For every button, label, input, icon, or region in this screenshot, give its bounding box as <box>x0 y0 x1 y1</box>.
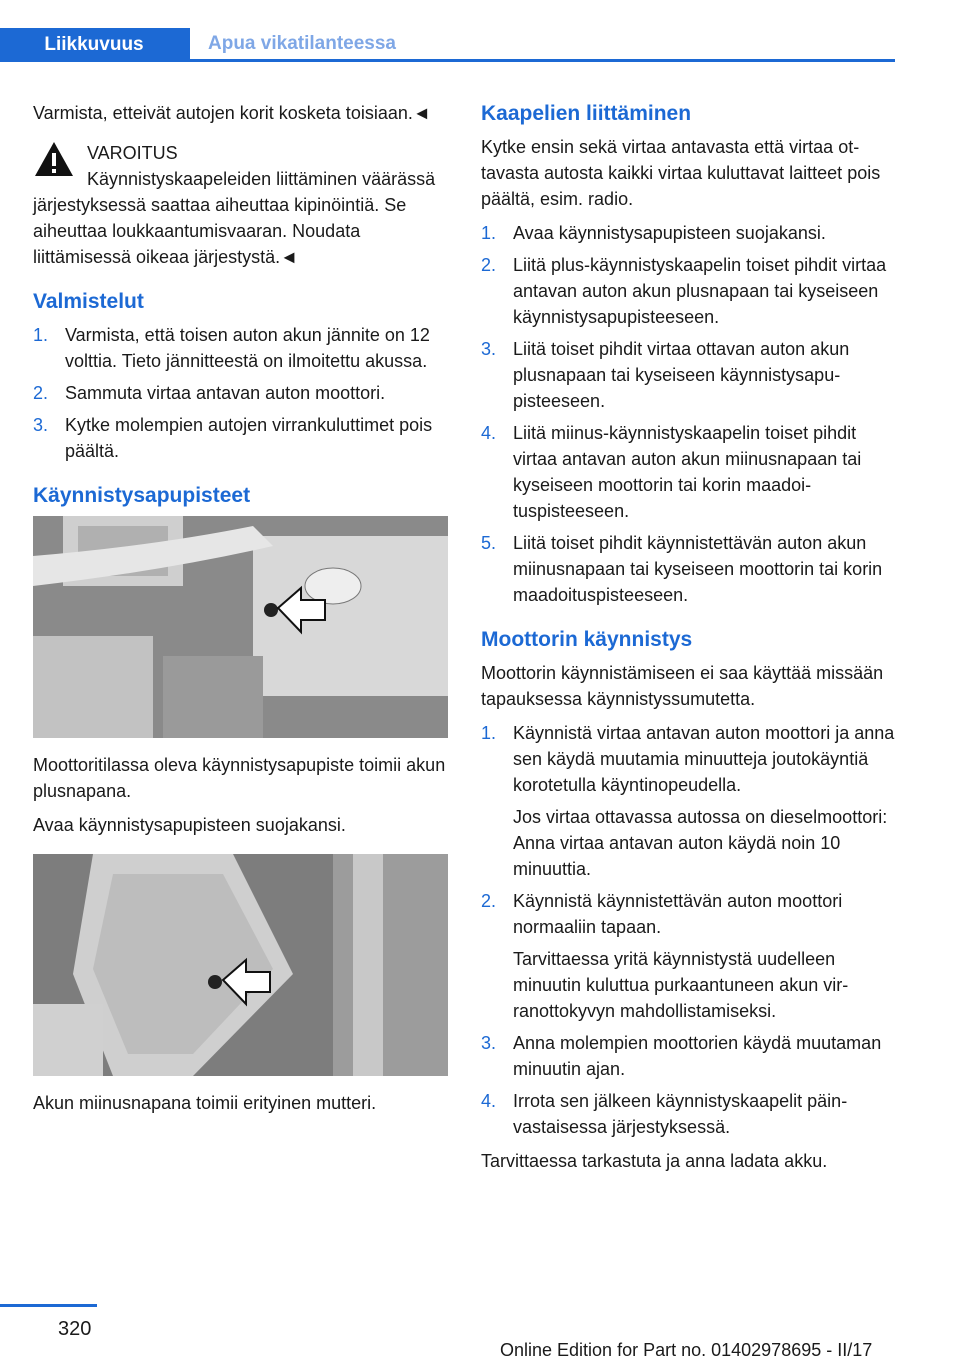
heading-valmistelut: Valmistelut <box>33 290 144 313</box>
list-item <box>33 380 448 406</box>
kaynnistys-list <box>481 720 896 1140</box>
engine-photo-illustration <box>33 854 448 1076</box>
list-number: 1. <box>33 325 49 345</box>
list-number: 4. <box>481 1091 497 1111</box>
warning-title: VAROITUS <box>87 143 178 163</box>
valmistelut-list <box>33 322 448 464</box>
chapter-header <box>0 28 895 62</box>
list-text: Sammuta virtaa antavan auton moottori. <box>65 383 386 403</box>
engine-bay-photo-minus-terminal <box>33 854 448 1076</box>
liittaminen-intro: Kytke ensin sekä virtaa antavasta että virtaa ottavasta autosta kaikki virtaa kuluttavat laitteet pois päältä, esim. radio. <box>481 137 881 209</box>
edition-label: Online Edition for Part no. 01402978695 - II/17 <box>500 1340 873 1360</box>
heading-kaynnistysapupisteet: Käynnistysapupisteet <box>33 484 251 507</box>
list-number: 1. <box>481 723 497 743</box>
list-number: 2. <box>481 255 497 275</box>
list-number: 3. <box>33 415 49 435</box>
list-item <box>33 412 448 464</box>
list-item <box>481 420 896 524</box>
list-number: 3. <box>481 339 497 359</box>
list-text: Liitä plus-käynnistyskaapelin toiset pihdit virtaa antavan auton akun plusnapaan tai kyseiseen käynnistysapupisteeseen. <box>513 255 887 327</box>
list-item <box>481 720 896 882</box>
list-subtext: Tarvittaessa yritä käynnistystä uudelleen minuutin kuluttua purkaantuneen akun virranottokyvyn mahdollistamiseksi. <box>513 949 849 1021</box>
intro-text: Varmista, etteivät autojen korit kosketa toisiaan.◄ <box>33 103 431 123</box>
warning-block <box>33 140 448 270</box>
list-item <box>481 1088 896 1140</box>
list-text: Käynnistä virtaa antavan auton moottori ja anna sen käydä muutamia minuutteja joutokäyntiä korotetulla käyntinopeudella. <box>513 723 895 795</box>
caption-open-cover: Avaa käynnistysapupisteen suojakansi. <box>33 815 346 835</box>
list-text: Liitä miinus-käynnistyskaapelin toiset pihdit virtaa antavan auton akun miinusnapaan tai kyseiseen moottorin tai korin maadoituspisteeseen. <box>513 423 862 521</box>
caption-plus-terminal: Moottoritilassa oleva käynnistysapupiste toimii akun plusnapana. <box>33 755 446 801</box>
list-number: 1. <box>481 223 497 243</box>
list-item <box>481 220 896 246</box>
list-item <box>481 336 896 414</box>
kaynnistys-intro: Moottorin käynnistämiseen ei saa käyttää missään tapauksessa käynnistyssumutetta. <box>481 663 884 709</box>
footer-rule <box>0 1304 97 1307</box>
heading-kaapelien-liittaminen: Kaapelien liittäminen <box>481 102 692 125</box>
engine-bay-photo-plus-terminal <box>33 516 448 738</box>
list-number: 4. <box>481 423 497 443</box>
list-number: 2. <box>481 891 497 911</box>
list-item <box>481 888 896 1024</box>
outro-text: Tarvittaessa tarkastuta ja anna ladata akku. <box>481 1151 828 1171</box>
list-text: Kytke molempien autojen virrankuluttimet pois päältä. <box>65 415 433 461</box>
list-item <box>481 252 896 330</box>
tab-apua-vikatilanteessa[interactable]: Apua vikatilanteessa <box>190 28 895 62</box>
caption-minus-terminal: Akun miinusnapana toimii erityinen mutteri. <box>33 1093 377 1113</box>
heading-moottorin-kaynnistys: Moottorin käynnistys <box>481 628 693 651</box>
list-number: 5. <box>481 533 497 553</box>
list-text: Käynnistä käynnistettävän auton moottori normaaliin tapaan. <box>513 891 843 937</box>
list-text: Liitä toiset pihdit virtaa ottavan auton akun plusnapaan tai kyseiseen käynnistysapupisteeseen. <box>513 339 850 411</box>
list-text: Avaa käynnistysapupisteen suojakansi. <box>513 223 826 243</box>
list-subtext: Jos virtaa ottavassa autossa on dieselmoottori: Anna virtaa antavan auton käydä noin 10 minuuttia. <box>513 807 888 879</box>
warning-triangle-icon <box>33 140 75 178</box>
page-number: 320 <box>58 1318 92 1340</box>
left-column <box>33 100 448 1124</box>
list-number: 2. <box>33 383 49 403</box>
engine-photo-illustration <box>33 516 448 738</box>
list-text: Anna molempien moottorien käydä muutaman minuutin ajan. <box>513 1033 882 1079</box>
list-text: Irrota sen jälkeen käynnistyskaapelit päinvastaisessa järjestyksessä. <box>513 1091 848 1137</box>
right-column <box>481 100 896 1182</box>
list-number: 3. <box>481 1033 497 1053</box>
list-text: Varmista, että toisen auton akun jännite on 12 volttia. Tieto jännitteestä on ilmoitettu akussa. <box>65 325 430 371</box>
list-item <box>33 322 448 374</box>
list-text: Liitä toiset pihdit käynnistettävän auton akun miinusnapaan tai kyseiseen moottorin tai korin maadoituspisteeseen. <box>513 533 883 605</box>
list-item <box>481 1030 896 1082</box>
liittaminen-list <box>481 220 896 608</box>
warning-text: Käynnistyskaapeleiden liittäminen väärässä järjestyksessä saattaa aiheuttaa kipinöintiä. Se aiheuttaa loukkaantumisvaaran. Noudata liittämisessä oikeaa järjestystä.◄ <box>33 169 436 267</box>
tab-liikkuvuus[interactable]: Liikkuvuus <box>0 28 190 62</box>
list-item <box>481 530 896 608</box>
